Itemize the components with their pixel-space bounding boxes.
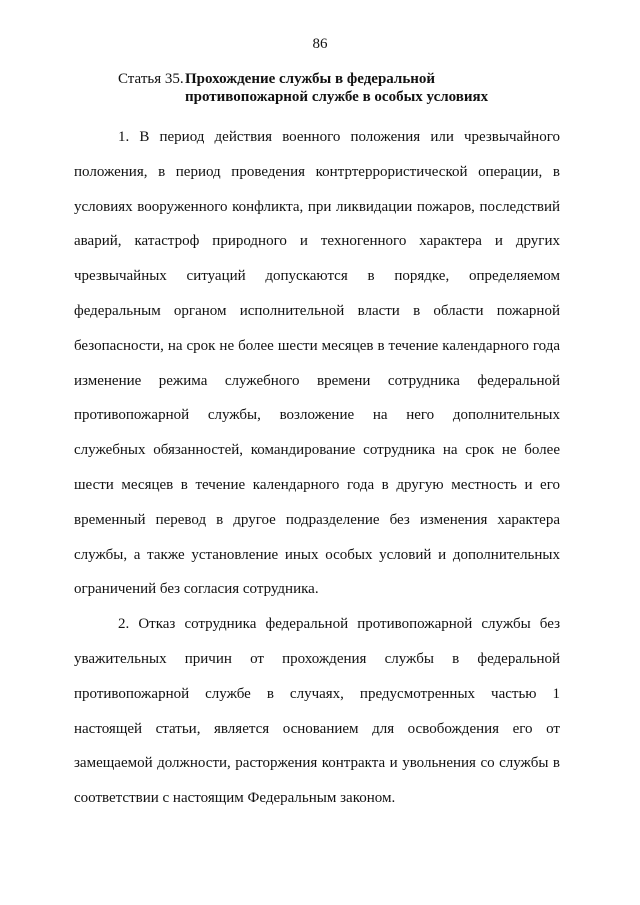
text-line: шести месяцев в течение календарного года в другую местность и его <box>74 476 560 493</box>
text-line: соответствии с настоящим Федеральным законом. <box>74 790 396 807</box>
text-line: безопасности, на срок не более шести месяцев в течение календарного года <box>74 337 560 354</box>
page-number: 86 <box>312 36 328 52</box>
article-heading <box>118 70 515 106</box>
text-line: 1. В период действия военного положения или чрезвычайного <box>118 129 560 145</box>
text-line: служебных обязанностей, командирование сотрудника на срок не более <box>74 442 560 459</box>
text-line: условиях вооруженного конфликта, при ликвидации пожаров, последствий <box>74 198 560 215</box>
text-line: замещаемой должности, расторжения контракта и увольнения со службы в <box>74 755 560 772</box>
text-line: временный перевод в другое подразделение без изменения характера <box>74 511 560 528</box>
text-line: аварий, катастроф природного и техногенного характера и других <box>74 233 560 250</box>
text-line: службы, а также установление иных особых условий и дополнительных <box>74 546 560 563</box>
text-line: уважительных причин от прохождения службы в федеральной <box>74 650 560 667</box>
article-title-line-1: Прохождение службы в федеральной <box>185 71 436 87</box>
article-title <box>185 70 515 106</box>
text-line: чрезвычайных ситуаций допускаются в порядке, определяемом <box>74 268 560 285</box>
text-line: ограничений без согласия сотрудника. <box>74 581 319 598</box>
article-body <box>74 120 560 816</box>
paragraph-1 <box>74 120 560 607</box>
article-number: Статья 35. <box>118 71 184 87</box>
article-title-line-2: противопожарной службе в особых условиях <box>185 89 489 105</box>
text-line: федеральным органом исполнительной власти в области пожарной <box>74 302 560 319</box>
text-line: положения, в период проведения контртеррористической операции, в <box>74 163 560 180</box>
text-line: 2. Отказ сотрудника федеральной противопожарной службы без <box>118 616 560 633</box>
text-line: настоящей статьи, является основанием для освобождения его от <box>74 720 560 737</box>
text-line: противопожарной службе в случаях, предусмотренных частью 1 <box>74 685 560 702</box>
paragraph-2 <box>74 607 560 816</box>
text-line: противопожарной службы, возложение на него дополнительных <box>74 407 560 424</box>
text-line: изменение режима служебного времени сотрудника федеральной <box>74 372 560 389</box>
